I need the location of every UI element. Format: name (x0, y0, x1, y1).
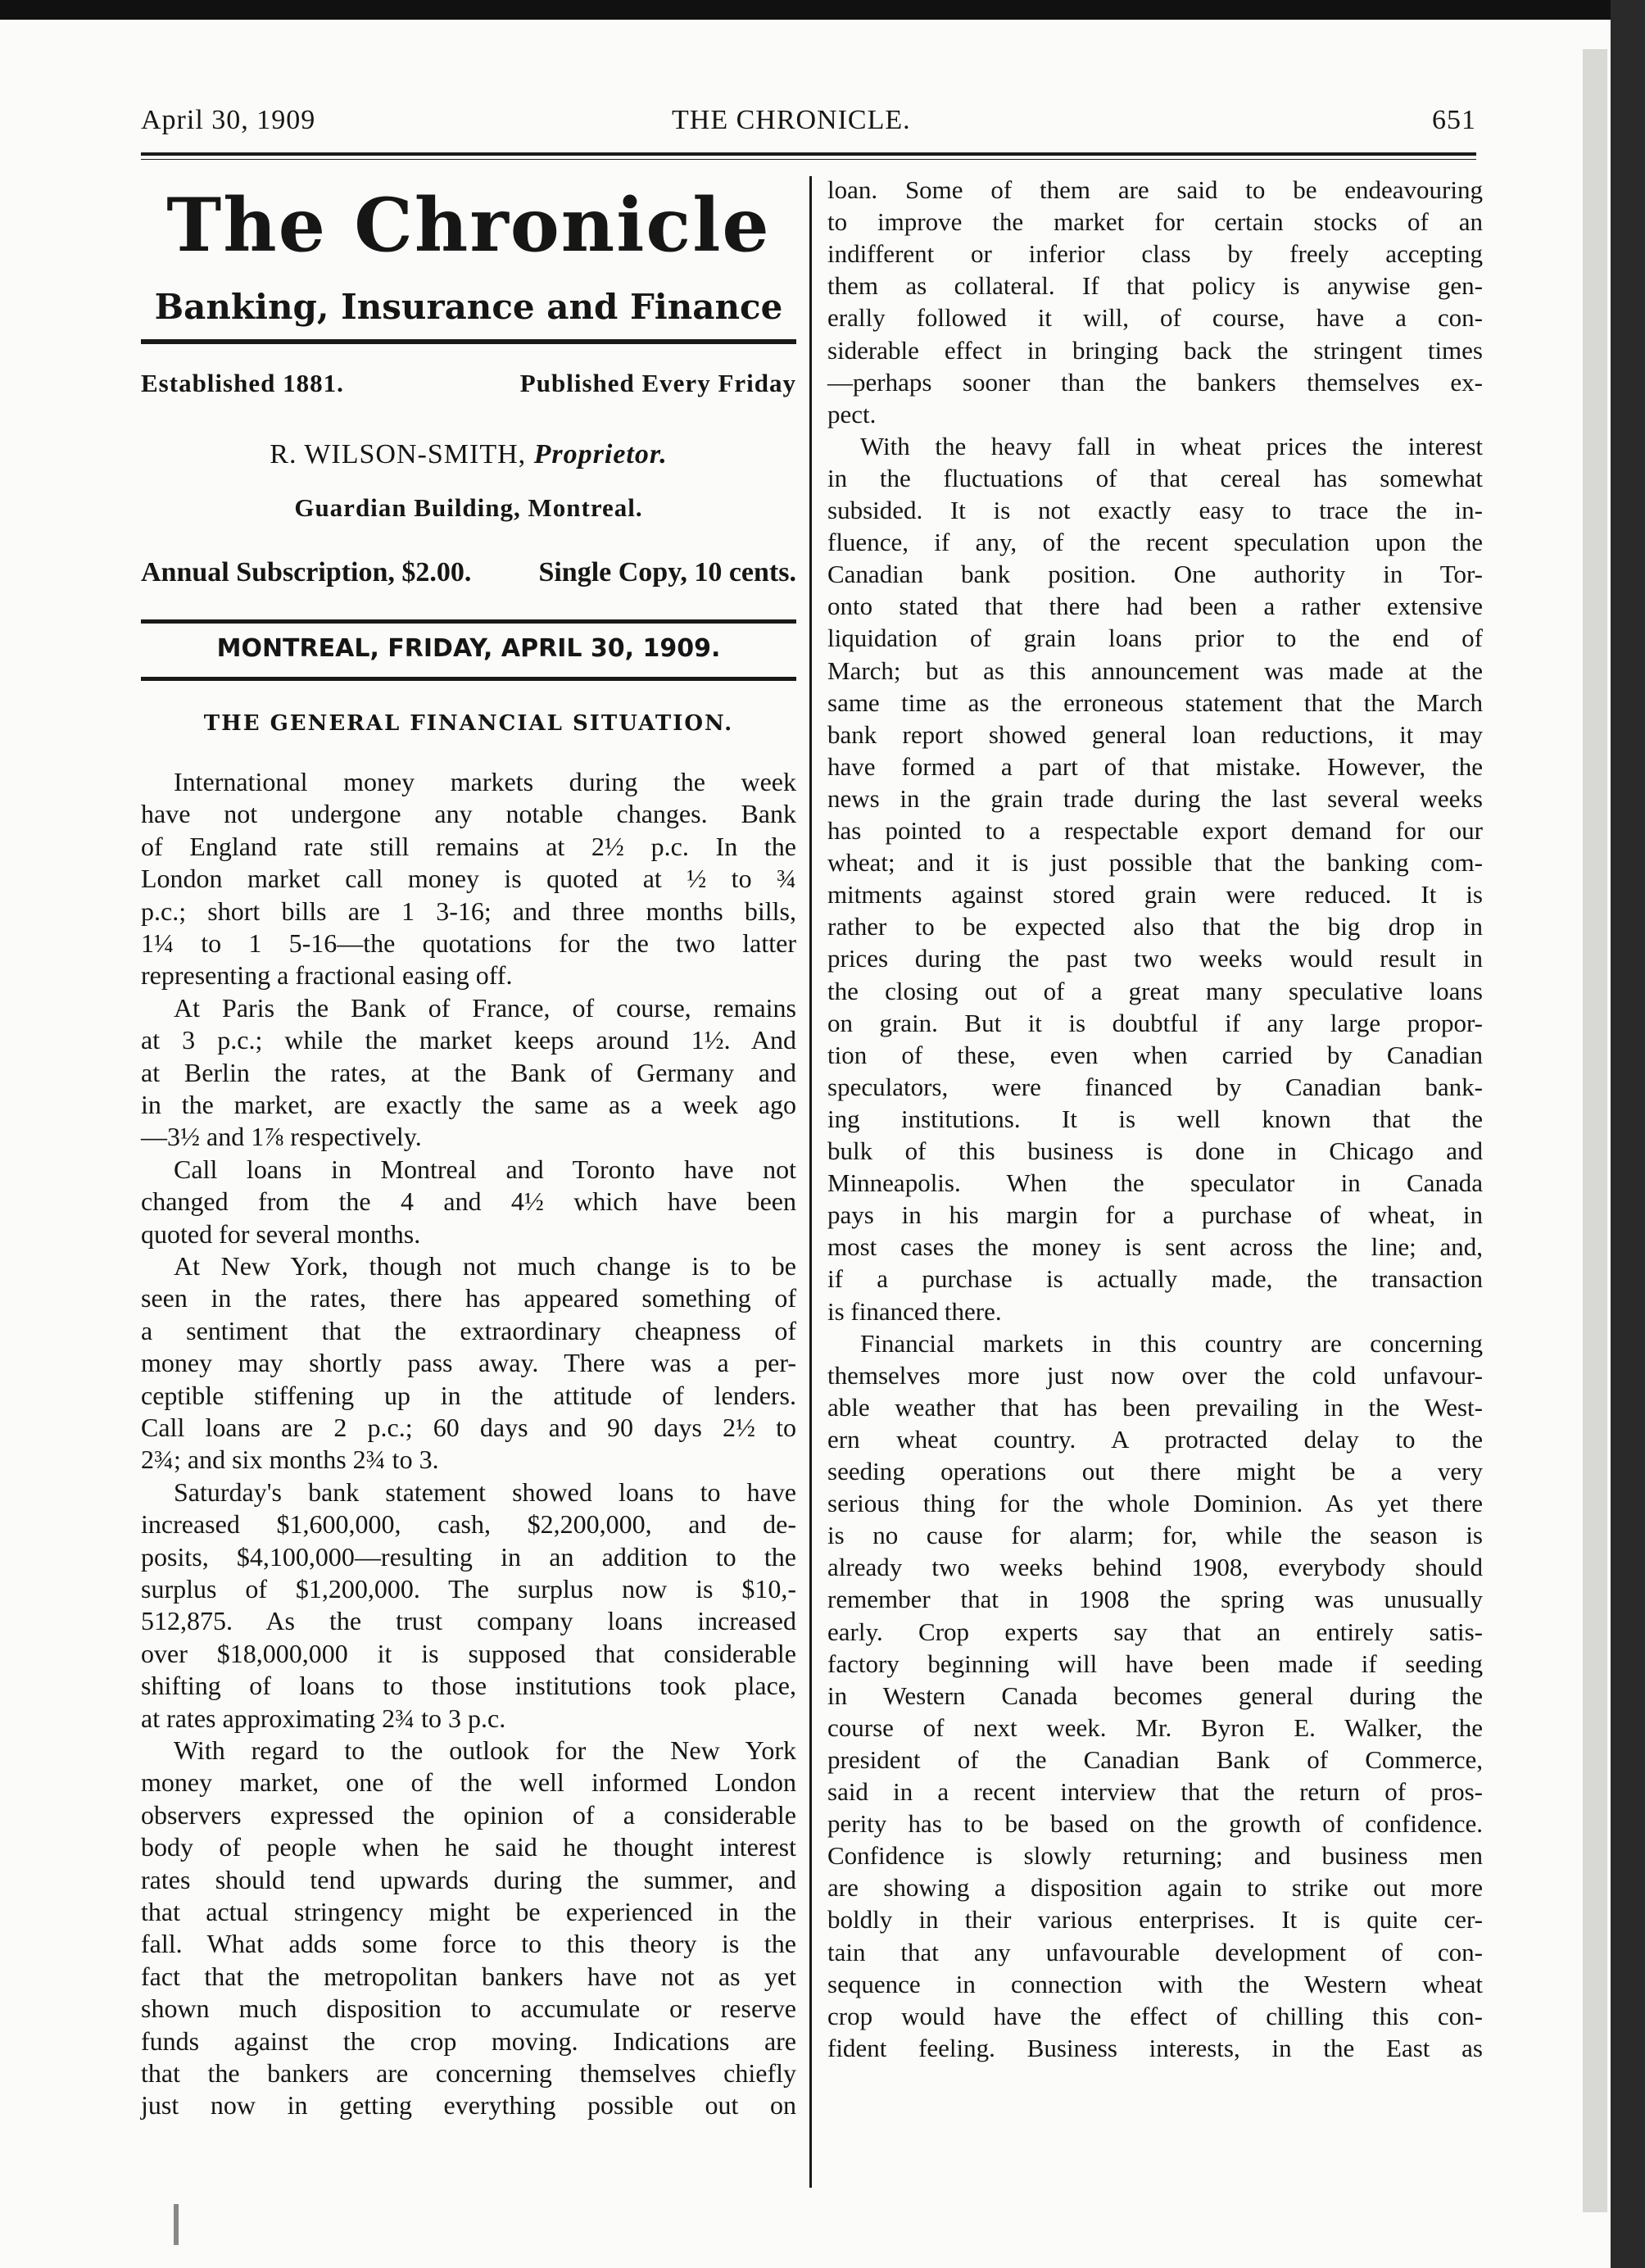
text-line: Saturday's bank statement showed loans to have (174, 1476, 796, 1507)
text-line: ern wheat country. A protracted delay to the (827, 1424, 1483, 1454)
text-line: same time as the erroneous statement that the March (827, 687, 1483, 717)
masthead-title: The Chronicle (166, 182, 771, 269)
text-line: At Paris the Bank of France, of course, remains (174, 992, 796, 1023)
text-line: is no cause for alarm; for, while the season is (827, 1521, 1483, 1550)
text-line: over $18,000,000 it is supposed that considerable (141, 1638, 796, 1668)
text-line: 2¾; and six months 2¾ to 3. (141, 1445, 439, 1475)
text-line: seen in the rates, there has appeared something of (141, 1283, 796, 1313)
text-line: of England rate still remains at 2½ p.c. In the (141, 831, 796, 861)
text-line: money market, one of the well informed London (141, 1767, 796, 1798)
text-line: shown much disposition to accumulate or reserve (141, 1994, 796, 2024)
issue-date: April 30, 1909 (141, 105, 316, 135)
established-text: Established 1881. (141, 369, 344, 397)
text-line: themselves more just now over the cold unfavour- (827, 1360, 1483, 1390)
proprietor-line (141, 439, 796, 470)
text-line: president of the Canadian Bank of Commerce, (827, 1744, 1483, 1774)
scan-page-edge (1583, 49, 1607, 2212)
text-line: changed from the 4 and 4½ which have been (141, 1186, 796, 1217)
text-line: has pointed to a respectable export demand for our (827, 816, 1483, 845)
text-line: already two weeks behind 1908, everybody should (827, 1553, 1483, 1582)
text-line: bank report showed general loan reductions, it may (827, 719, 1483, 749)
text-line: March; but as this announcement was made at the (827, 655, 1483, 685)
text-line: are showing a disposition again to strike out more (827, 1873, 1483, 1903)
text-line: rates should tend upwards during the summer, and (141, 1864, 796, 1894)
text-line: erally followed it will, of course, have a con- (827, 303, 1483, 333)
text-line: prices during the past two weeks would result in (827, 944, 1483, 973)
text-line: if a purchase is actually made, the transaction (827, 1264, 1483, 1294)
text-line: surplus of $1,200,000. The surplus now is $10,- (141, 1574, 796, 1603)
text-line: p.c.; short bills are 1 3-16; and three months bills, (141, 896, 796, 926)
text-line: pect. (827, 399, 877, 429)
text-line: perity has to be based on the growth of confidence. (827, 1809, 1483, 1839)
published-text: Published Every Friday (519, 369, 796, 397)
subscription-line (141, 557, 796, 588)
text-line: With regard to the outlook for the New York (174, 1735, 796, 1765)
text-line: London market call money is quoted at ½ to ¾ (141, 864, 796, 894)
text-line: early. Crop experts say that an entirely satis- (827, 1617, 1483, 1646)
text-line: body of people when he said he thought interest (141, 1832, 796, 1862)
established-line (141, 369, 796, 398)
scan-top-border (0, 0, 1645, 20)
text-line: fact that the metropolitan bankers have not as yet (141, 1961, 796, 1991)
journal-name: THE CHRONICLE. (672, 105, 911, 135)
text-line: funds against the crop moving. Indications are (141, 2025, 796, 2056)
text-line: fident feeling. Business interests, in the East as (827, 2033, 1483, 2062)
text-line: quoted for several months. (141, 1218, 421, 1249)
proprietor-role: Proprietor. (533, 439, 668, 469)
text-line: have formed a part of that mistake. However, the (827, 751, 1483, 781)
text-line: at 3 p.c.; while the market keeps around 1½. And (141, 1025, 796, 1055)
text-line: increased $1,600,000, cash, $2,200,000, and de- (141, 1509, 796, 1540)
text-line: course of next week. Mr. Byron E. Walker, the (827, 1712, 1483, 1742)
text-line: them as collateral. If that policy is anywise gen- (827, 271, 1483, 301)
running-head-rule (141, 152, 1476, 156)
scan-artifact (174, 2204, 179, 2245)
text-line: in the fluctuations of that cereal has somewhat (827, 463, 1483, 492)
text-line: representing a fractional easing off. (141, 960, 513, 991)
text-line: ing institutions. It is well known that the (827, 1104, 1483, 1133)
text-line: remember that in 1908 the spring was unusually (827, 1585, 1483, 1614)
text-line: 512,875. As the trust company loans increased (141, 1606, 796, 1636)
text-line: tain that any unfavourable development of con- (827, 1937, 1483, 1966)
text-line: wheat; and it is just possible that the banking com- (827, 848, 1483, 878)
office-address: Guardian Building, Montreal. (294, 493, 643, 522)
text-line: Canadian bank position. One authority in Tor- (827, 560, 1483, 589)
text-line: said in a recent interview that the return of pros- (827, 1777, 1483, 1806)
annual-subscription: Annual Subscription, $2.00. (141, 557, 472, 587)
text-line: just now in getting everything possible out on (141, 2090, 796, 2121)
text-line: bulk of this business is done in Chicago and (827, 1136, 1483, 1165)
proprietor-name: R. WILSON-SMITH, (270, 439, 527, 469)
dateline-rule-bottom (141, 677, 796, 681)
text-line: Confidence is slowly returning; and business men (827, 1841, 1483, 1871)
text-line: Call loans are 2 p.c.; 60 days and 90 days 2½ to (141, 1413, 796, 1442)
text-line: boldly in their various enterprises. It is quite cer- (827, 1905, 1483, 1935)
text-line: sequence in connection with the Western wheat (827, 1969, 1483, 1998)
text-line: have not undergone any notable changes. Bank (141, 799, 796, 829)
text-line: the closing out of a great many speculative loans (827, 976, 1483, 1005)
text-line: tion of these, even when carried by Canadian (827, 1040, 1483, 1069)
text-line: that actual stringency might be experienced in the (141, 1897, 796, 1926)
text-line: speculators, were financed by Canadian bank- (827, 1072, 1483, 1101)
text-line: is financed there. (827, 1296, 1002, 1326)
text-line: fluence, if any, of the recent speculation upon the (827, 528, 1483, 557)
text-line: fall. What adds some force to this theory is the (141, 1929, 796, 1959)
text-line: seeding operations out there might be a very (827, 1457, 1483, 1486)
text-line: in Western Canada becomes general during the (827, 1681, 1483, 1710)
text-line: ceptible stiffening up in the attitude of lenders. (141, 1380, 796, 1410)
text-line: that the bankers are concerning themselves chiefly (141, 2058, 796, 2088)
text-line: serious thing for the whole Dominion. As yet there (827, 1489, 1483, 1518)
text-line: factory beginning will have been made if seeding (827, 1649, 1483, 1678)
text-line: At New York, though not much change is to be (174, 1251, 796, 1281)
column-divider (809, 176, 812, 2188)
text-line: rather to be expected also that the big drop in (827, 912, 1483, 941)
text-line: indifferent or inferior class by freely accepting (827, 239, 1483, 269)
text-line: subsided. It is not exactly easy to trace the in- (827, 496, 1483, 524)
dateline: MONTREAL, FRIDAY, APRIL 30, 1909. (216, 634, 721, 663)
text-line: observers expressed the opinion of a considerable (141, 1799, 796, 1830)
text-line: With the heavy fall in wheat prices the interest (860, 431, 1483, 460)
text-line: shifting of loans to those institutions took place, (141, 1671, 796, 1701)
text-line: Financial markets in this country are concerning (860, 1328, 1483, 1358)
text-line: to improve the market for certain stocks of an (827, 207, 1483, 237)
text-line: —perhaps sooner than the bankers themselves ex- (827, 367, 1483, 397)
text-line: —3½ and 1⅞ respectively. (141, 1122, 422, 1152)
text-line: loan. Some of them are said to be endeavouring (827, 175, 1483, 204)
masthead-rule (141, 339, 796, 344)
article-title: THE GENERAL FINANCIAL SITUATION. (203, 711, 734, 736)
text-line: able weather that has been prevailing in the West- (827, 1392, 1483, 1422)
masthead-subtitle: Banking, Insurance and Finance (154, 287, 783, 327)
text-line: mitments against stored grain were reduced. It is (827, 880, 1483, 909)
text-line: 1¼ to 1 5-16—the quotations for the two latter (141, 928, 796, 958)
text-line: at Berlin the rates, at the Bank of Germany and (141, 1057, 796, 1087)
dateline-rule-top (141, 619, 796, 624)
text-line: most cases the money is sent across the line; and, (827, 1232, 1483, 1262)
running-head-rule-thin (141, 159, 1476, 160)
page-number: 651 (1432, 105, 1476, 135)
text-line: liquidation of grain loans prior to the end of (827, 624, 1483, 653)
text-line: onto stated that there had been a rather extensive (827, 592, 1483, 621)
text-line: in the market, are exactly the same as a week ago (141, 1090, 796, 1119)
scan-right-border (1611, 0, 1645, 2268)
text-line: Minneapolis. When the speculator in Canada (827, 1168, 1483, 1198)
text-line: a sentiment that the extraordinary cheapness of (141, 1315, 796, 1345)
text-line: pays in his margin for a purchase of wheat, in (827, 1200, 1483, 1230)
text-line: on grain. But it is doubtful if any large propor- (827, 1008, 1483, 1037)
text-line: posits, $4,100,000—resulting in an addition to the (141, 1541, 796, 1572)
text-line: crop would have the effect of chilling this con- (827, 2001, 1483, 2030)
text-line: siderable effect in bringing back the stringent times (827, 335, 1483, 365)
text-line: news in the grain trade during the last several weeks (827, 783, 1483, 813)
running-head (141, 105, 1476, 146)
single-copy-price: Single Copy, 10 cents. (538, 557, 796, 587)
text-line: at rates approximating 2¾ to 3 p.c. (141, 1703, 506, 1733)
text-line: Call loans in Montreal and Toronto have not (174, 1154, 796, 1184)
text-line: International money markets during the week (174, 767, 796, 796)
text-line: money may shortly pass away. There was a per- (141, 1348, 796, 1378)
